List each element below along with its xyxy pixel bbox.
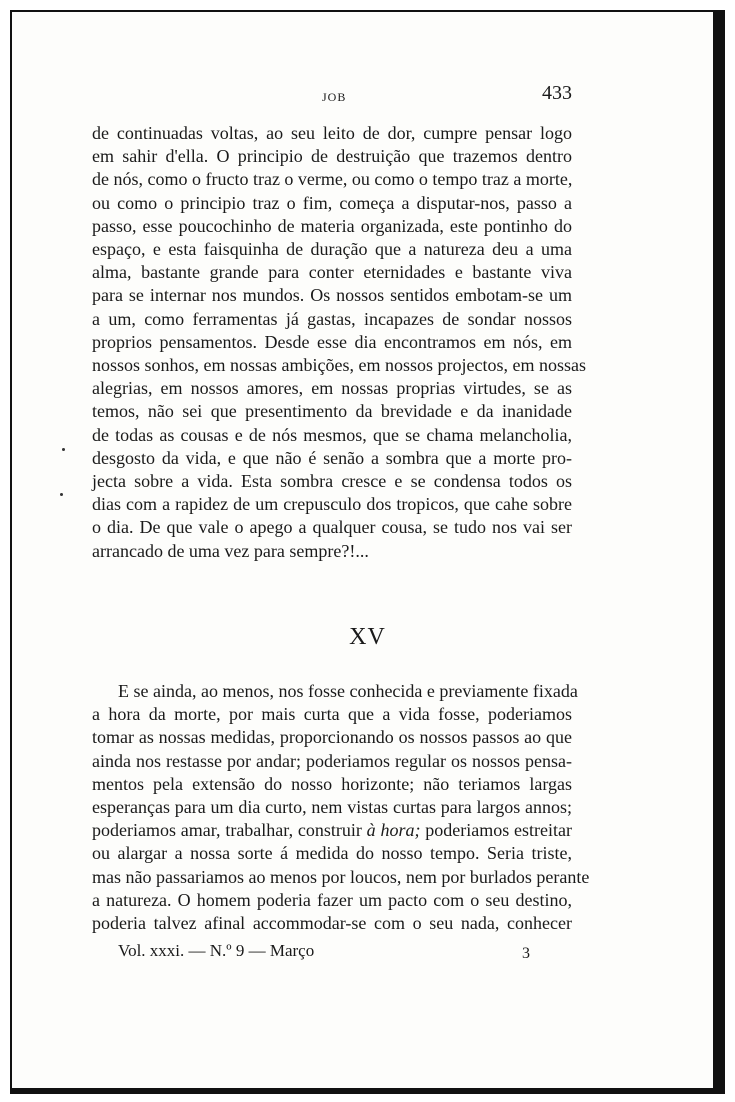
volume-signature-line: Vol. xxxi. — N.º 9 — Março bbox=[118, 941, 315, 960]
text-line: a um, como ferramentas já gastas, incapazes de sondar nossos bbox=[92, 308, 572, 329]
text-line: mentos pela extensão do nosso horizonte; não teriamos largas bbox=[92, 773, 572, 794]
text-line: alma, bastante grande para conter eternidades e bastante viva bbox=[92, 262, 572, 283]
text-line: de continuadas voltas, ao seu leito de dor, cumpre pensar logo bbox=[92, 123, 572, 143]
text-line: ou como o principio traz o fim, começa a disputar-nos, passo a bbox=[92, 192, 572, 213]
italic-phrase: à hora; bbox=[366, 820, 421, 841]
section-heading: XV bbox=[349, 624, 386, 650]
text-line: temos, não sei que presentimento da brevidade e da inanidade bbox=[92, 401, 572, 422]
text-line: em sahir d'ella. O principio de destruição que trazemos dentro bbox=[92, 146, 572, 167]
text-line: de nós, como o fructo traz o verme, ou como o tempo traz a morte, bbox=[92, 169, 573, 190]
text-line: a natureza. O homem poderia fazer um pacto com o seu destino, bbox=[92, 889, 572, 910]
text-line: esperanças para um dia curto, nem vistas curtas para largos annos; bbox=[92, 797, 572, 818]
text-line: de todas as cousas e de nós mesmos, que se chama melancholia, bbox=[92, 424, 572, 445]
text-line: nossos sonhos, em nossas ambições, em nossos projectos, em nossas bbox=[92, 355, 586, 376]
text-line: poderia talvez afinal accommodar-se com o seu nada, conhecer bbox=[92, 913, 572, 934]
paragraph-continued bbox=[92, 122, 586, 563]
running-head-title: JOB bbox=[322, 90, 347, 104]
text-line: passo, esse poucochinho de materia organizada, este pontinho do bbox=[92, 215, 572, 236]
text-line: ainda nos restasse por andar; poderiamos regular os nossos pensa- bbox=[92, 750, 572, 771]
text-line: E se ainda, ao menos, nos fosse conhecida e previamente fixada bbox=[118, 681, 578, 701]
running-head bbox=[92, 82, 572, 106]
text-line: dias com a rapidez de um crepusculo dos tropicos, que cahe sobre bbox=[92, 494, 572, 515]
text-fragment: poderiamos amar, trabalhar, construir bbox=[92, 820, 362, 841]
text-line: desgosto da vida, e que não é senão a sombra que a morte pro- bbox=[92, 447, 572, 468]
text-line: arrancado de uma vez para sempre?!... bbox=[92, 540, 369, 561]
text-line-mixed bbox=[92, 819, 572, 842]
text-fragment: poderiamos estreitar bbox=[425, 820, 572, 841]
page-number: 433 bbox=[542, 82, 572, 104]
text-line: ou alargar a nossa sorte á medida do nosso tempo. Seria triste, bbox=[92, 843, 572, 864]
margin-speck bbox=[62, 448, 65, 451]
text-line: a hora da morte, por mais curta que a vida fosse, poderiamos bbox=[92, 704, 572, 725]
text-line: para se internar nos mundos. Os nossos sentidos embotam-se um bbox=[92, 285, 572, 306]
text-line: o dia. De que vale o apego a qualquer cousa, se tudo nos vai ser bbox=[92, 517, 572, 538]
gathering-signature: 3 bbox=[522, 945, 530, 962]
text-line: alegrias, em nossos amores, em nossas proprias virtudes, se as bbox=[92, 378, 572, 399]
text-line: proprios pensamentos. Desde esse dia encontramos em nós, em bbox=[92, 331, 572, 352]
text-line: jecta sobre a vida. Esta sombra cresce e se condensa todos os bbox=[92, 471, 572, 492]
paragraph-section-xv bbox=[92, 680, 590, 935]
margin-speck bbox=[60, 493, 63, 496]
text-line: espaço, e esta faisquinha de duração que a natureza deu a uma bbox=[92, 239, 572, 260]
text-line: mas não passariamos ao menos por loucos, nem por burlados perante bbox=[92, 866, 590, 887]
text-line: tomar as nossas medidas, proporcionando os nossos passos ao que bbox=[92, 727, 572, 748]
